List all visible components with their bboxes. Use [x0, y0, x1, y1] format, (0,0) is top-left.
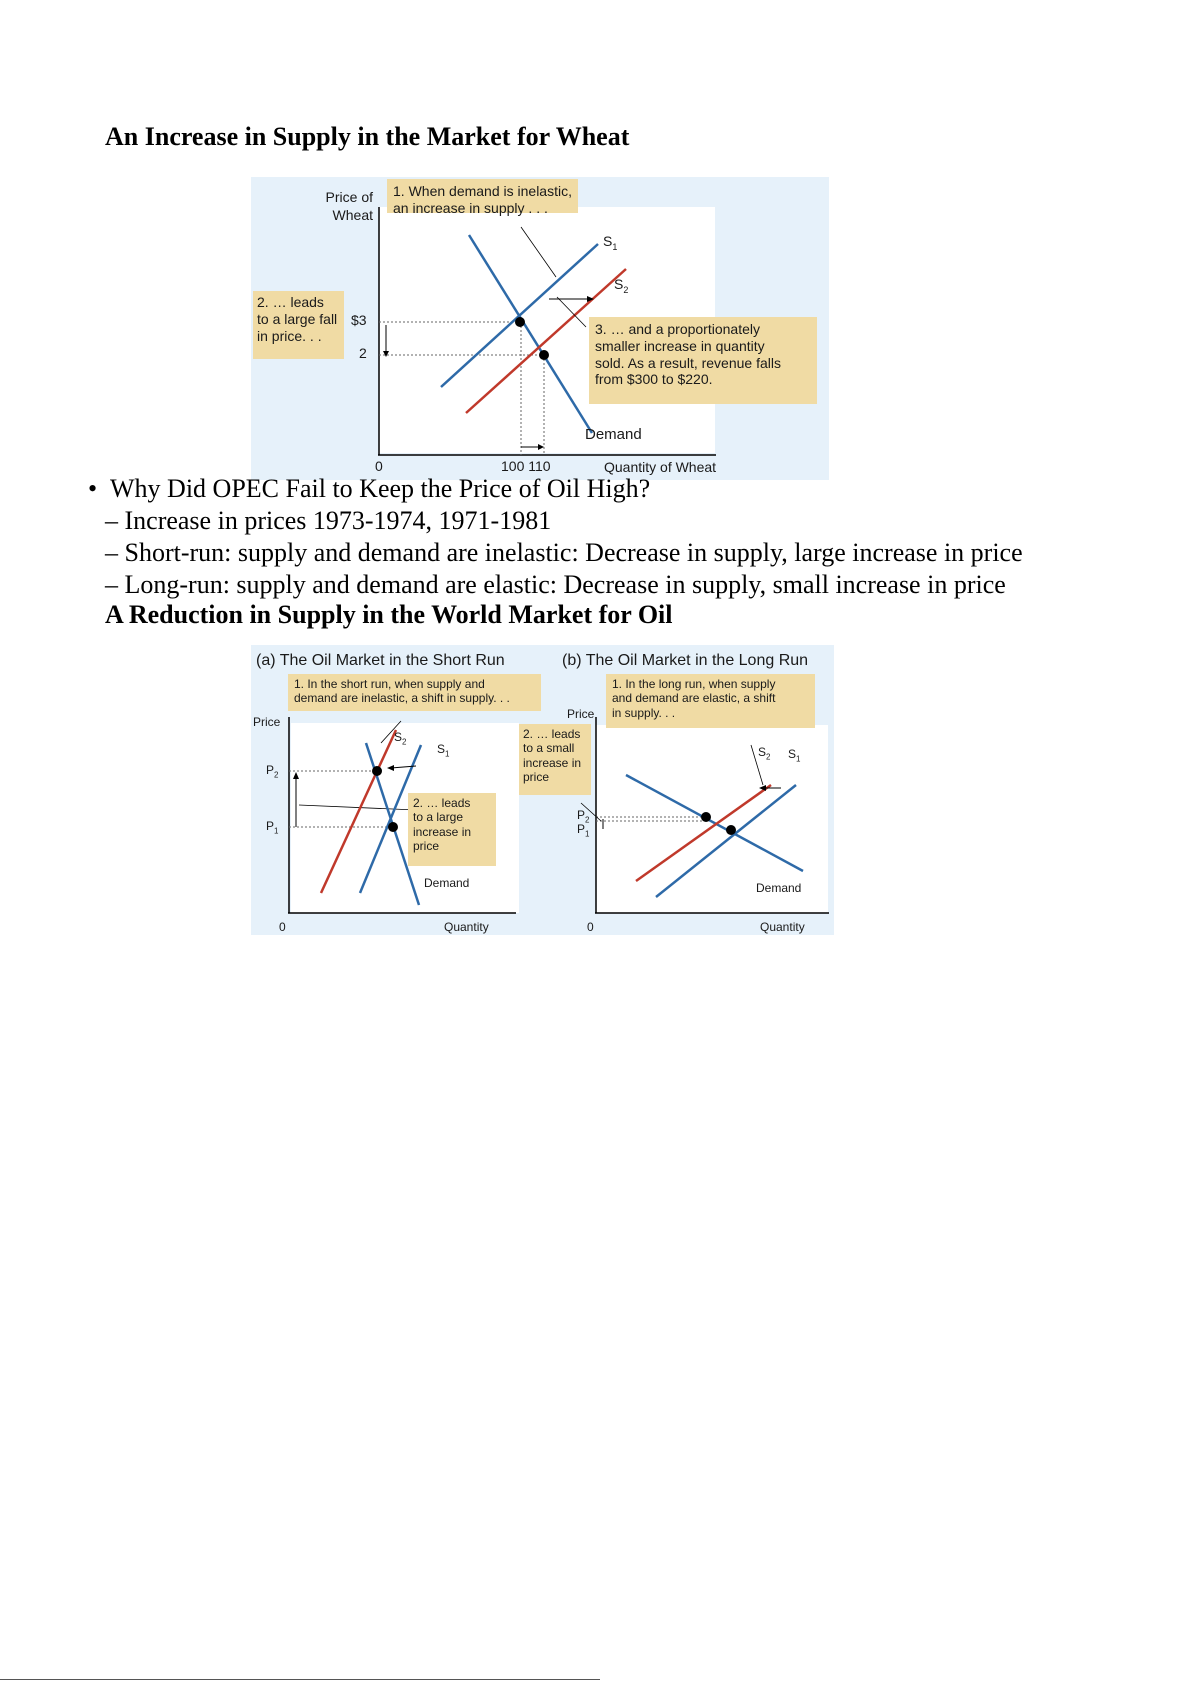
oil-b-note-small-increase — [519, 724, 591, 795]
oil-b-note1-line1: 1. In the long run, when supply — [612, 677, 776, 691]
wheat-x-axis-label: Quantity of Wheat — [604, 459, 717, 475]
bullet-sub-prices: – Increase in prices 1973-1974, 1971-1981 — [105, 506, 552, 535]
bullet-opec-text: Why Did OPEC Fail to Keep the Price of Oil High? — [110, 474, 651, 503]
oil-a-demand-label: Demand — [424, 876, 470, 890]
oil-a-price-rise-arrowhead — [293, 772, 299, 779]
oil-mid-note-line2: to a small — [523, 741, 575, 756]
oil-b-p1-sub: 1 — [585, 829, 590, 839]
oil-b-origin-label: 0 — [587, 920, 594, 934]
oil-panel-b-title: (b) The Oil Market in the Long Run — [562, 652, 809, 669]
oil-mid-note-line3: increase in — [523, 755, 582, 770]
oil-a-origin-label: 0 — [279, 920, 286, 934]
wheat-supply1-label — [603, 233, 617, 252]
wheat-supply2-label — [614, 276, 628, 295]
wheat-note-revenue — [589, 317, 817, 404]
oil-b-demand-line — [626, 775, 803, 871]
wheat-price-fall-arrowhead — [383, 351, 389, 357]
oil-mid-note-line1: 2. … leads — [523, 727, 581, 741]
wheat-s1-letter: S — [603, 233, 613, 249]
footer-rule — [0, 1679, 600, 1680]
wheat-note3-line3: sold. As a result, revenue falls — [595, 354, 781, 371]
wheat-note1-line1: 1. When demand is inelastic, — [393, 183, 572, 199]
oil-a-s2-letter: S — [394, 730, 403, 744]
oil-b-supply2-line — [636, 785, 771, 881]
oil-b-quantity-label: Quantity — [760, 920, 805, 934]
wheat-qty-arrowhead — [538, 444, 544, 450]
oil-a-p1-letter: P — [266, 819, 275, 833]
wheat-eq-new — [539, 350, 549, 360]
wheat-note-inelastic — [387, 179, 578, 216]
oil-a-s2-label — [394, 730, 406, 746]
oil-a-s1-letter: S — [437, 742, 446, 756]
oil-a-note-pointer — [299, 805, 416, 810]
oil-b-s2-letter: S — [758, 745, 767, 759]
bullet-dot: • — [88, 474, 98, 503]
wheat-note1-pointer — [521, 227, 556, 277]
wheat-quantity-labels: 100 110 — [501, 458, 551, 474]
oil-section-heading: A Reduction in Supply in the World Market for Oil — [105, 600, 673, 629]
wheat-section-heading: An Increase in Supply in the Market for Wheat — [105, 122, 630, 151]
oil-a-eq-initial — [388, 822, 398, 832]
wheat-note2-line1: 2. … leads — [257, 294, 324, 310]
oil-supply-figure — [251, 645, 834, 935]
oil-a-s2-sub: 2 — [402, 737, 407, 747]
oil-b-note-elastic — [606, 674, 815, 728]
oil-a-note2-line1: 2. … leads — [413, 796, 471, 810]
oil-a-supply2-line — [321, 730, 396, 893]
wheat-y-label-line2: Wheat — [332, 207, 373, 224]
wheat-note-price-fall — [253, 291, 344, 359]
wheat-demand-label: Demand — [585, 426, 642, 443]
oil-b-p1-letter: P — [577, 822, 586, 836]
wheat-s2-letter: S — [614, 276, 624, 292]
wheat-price-low-label: 2 — [359, 345, 367, 361]
wheat-eq-initial — [515, 317, 525, 327]
oil-a-shift-arrowhead — [387, 765, 394, 771]
oil-b-eq-initial — [726, 825, 736, 835]
oil-a-p1-label — [266, 819, 278, 835]
oil-a-s1-label — [437, 742, 449, 758]
oil-a-p2-letter: P — [266, 763, 275, 777]
wheat-note3-line4: from $300 to $220. — [595, 371, 713, 388]
oil-a-price-label: Price — [253, 715, 281, 729]
wheat-y-axis-label — [311, 188, 373, 224]
wheat-price-high-label: $3 — [351, 312, 367, 328]
oil-a-note1-line1: 1. In the short run, when supply and — [294, 677, 485, 691]
oil-a-p2-label — [266, 763, 278, 779]
bullet-sub-short-run: – Short-run: supply and demand are inelastic: Decrease in supply, large increase in price — [105, 538, 1023, 567]
oil-b-p2-letter: P — [577, 808, 586, 822]
oil-b-price-label: Price — [567, 707, 595, 721]
oil-b-s2-label — [758, 745, 770, 761]
oil-b-s2-sub: 2 — [766, 752, 771, 762]
wheat-origin-label: 0 — [375, 458, 383, 474]
oil-a-quantity-label: Quantity — [444, 920, 489, 934]
oil-b-p1-label — [577, 822, 589, 838]
oil-a-note1-line2: demand are inelastic, a shift in supply. . . — [294, 691, 510, 706]
oil-b-note1-line3: in supply. . . — [612, 705, 676, 720]
oil-a-p1-sub: 1 — [274, 826, 279, 836]
oil-a-note-inelastic — [288, 674, 541, 711]
wheat-y-label-line1: Price of — [325, 189, 373, 205]
oil-b-demand-label: Demand — [756, 881, 802, 895]
oil-panel-a-title: (a) The Oil Market in the Short Run — [256, 652, 505, 669]
wheat-supply-figure — [251, 177, 829, 480]
bullet-opec — [88, 474, 650, 504]
wheat-s1-sub: 1 — [612, 241, 618, 252]
oil-a-p2-sub: 2 — [274, 770, 279, 780]
wheat-note1-line2: an increase in supply . . . — [393, 199, 548, 216]
oil-a-note2-line4: price — [413, 839, 440, 854]
oil-a-note-large-increase — [408, 793, 496, 866]
oil-b-s1-label — [788, 747, 800, 763]
oil-a-note2-line2: to a large — [413, 810, 464, 825]
oil-b-note1-line2: and demand are elastic, a shift — [612, 691, 776, 706]
oil-b-p2-sub: 2 — [585, 815, 590, 825]
oil-a-eq-new — [372, 766, 382, 776]
oil-b-s1-letter: S — [788, 747, 797, 761]
wheat-s2-sub: 2 — [623, 284, 629, 295]
oil-mid-note-line4: price — [523, 770, 550, 785]
wheat-note3-line2: smaller increase in quantity — [595, 337, 765, 354]
wheat-note2-line3: in price. . . — [257, 327, 322, 344]
oil-b-s1-sub: 1 — [796, 754, 801, 764]
oil-b-eq-new — [701, 812, 711, 822]
oil-a-s1-sub: 1 — [445, 749, 450, 759]
wheat-note3-line1: 3. … and a proportionately — [595, 321, 760, 337]
wheat-note3-pointer — [557, 297, 586, 327]
wheat-note2-line2: to a large fall — [257, 310, 338, 327]
bullet-sub-long-run: – Long-run: supply and demand are elastic: Decrease in supply, small increase in price — [105, 570, 1006, 599]
oil-a-note2-line3: increase in — [413, 824, 472, 839]
